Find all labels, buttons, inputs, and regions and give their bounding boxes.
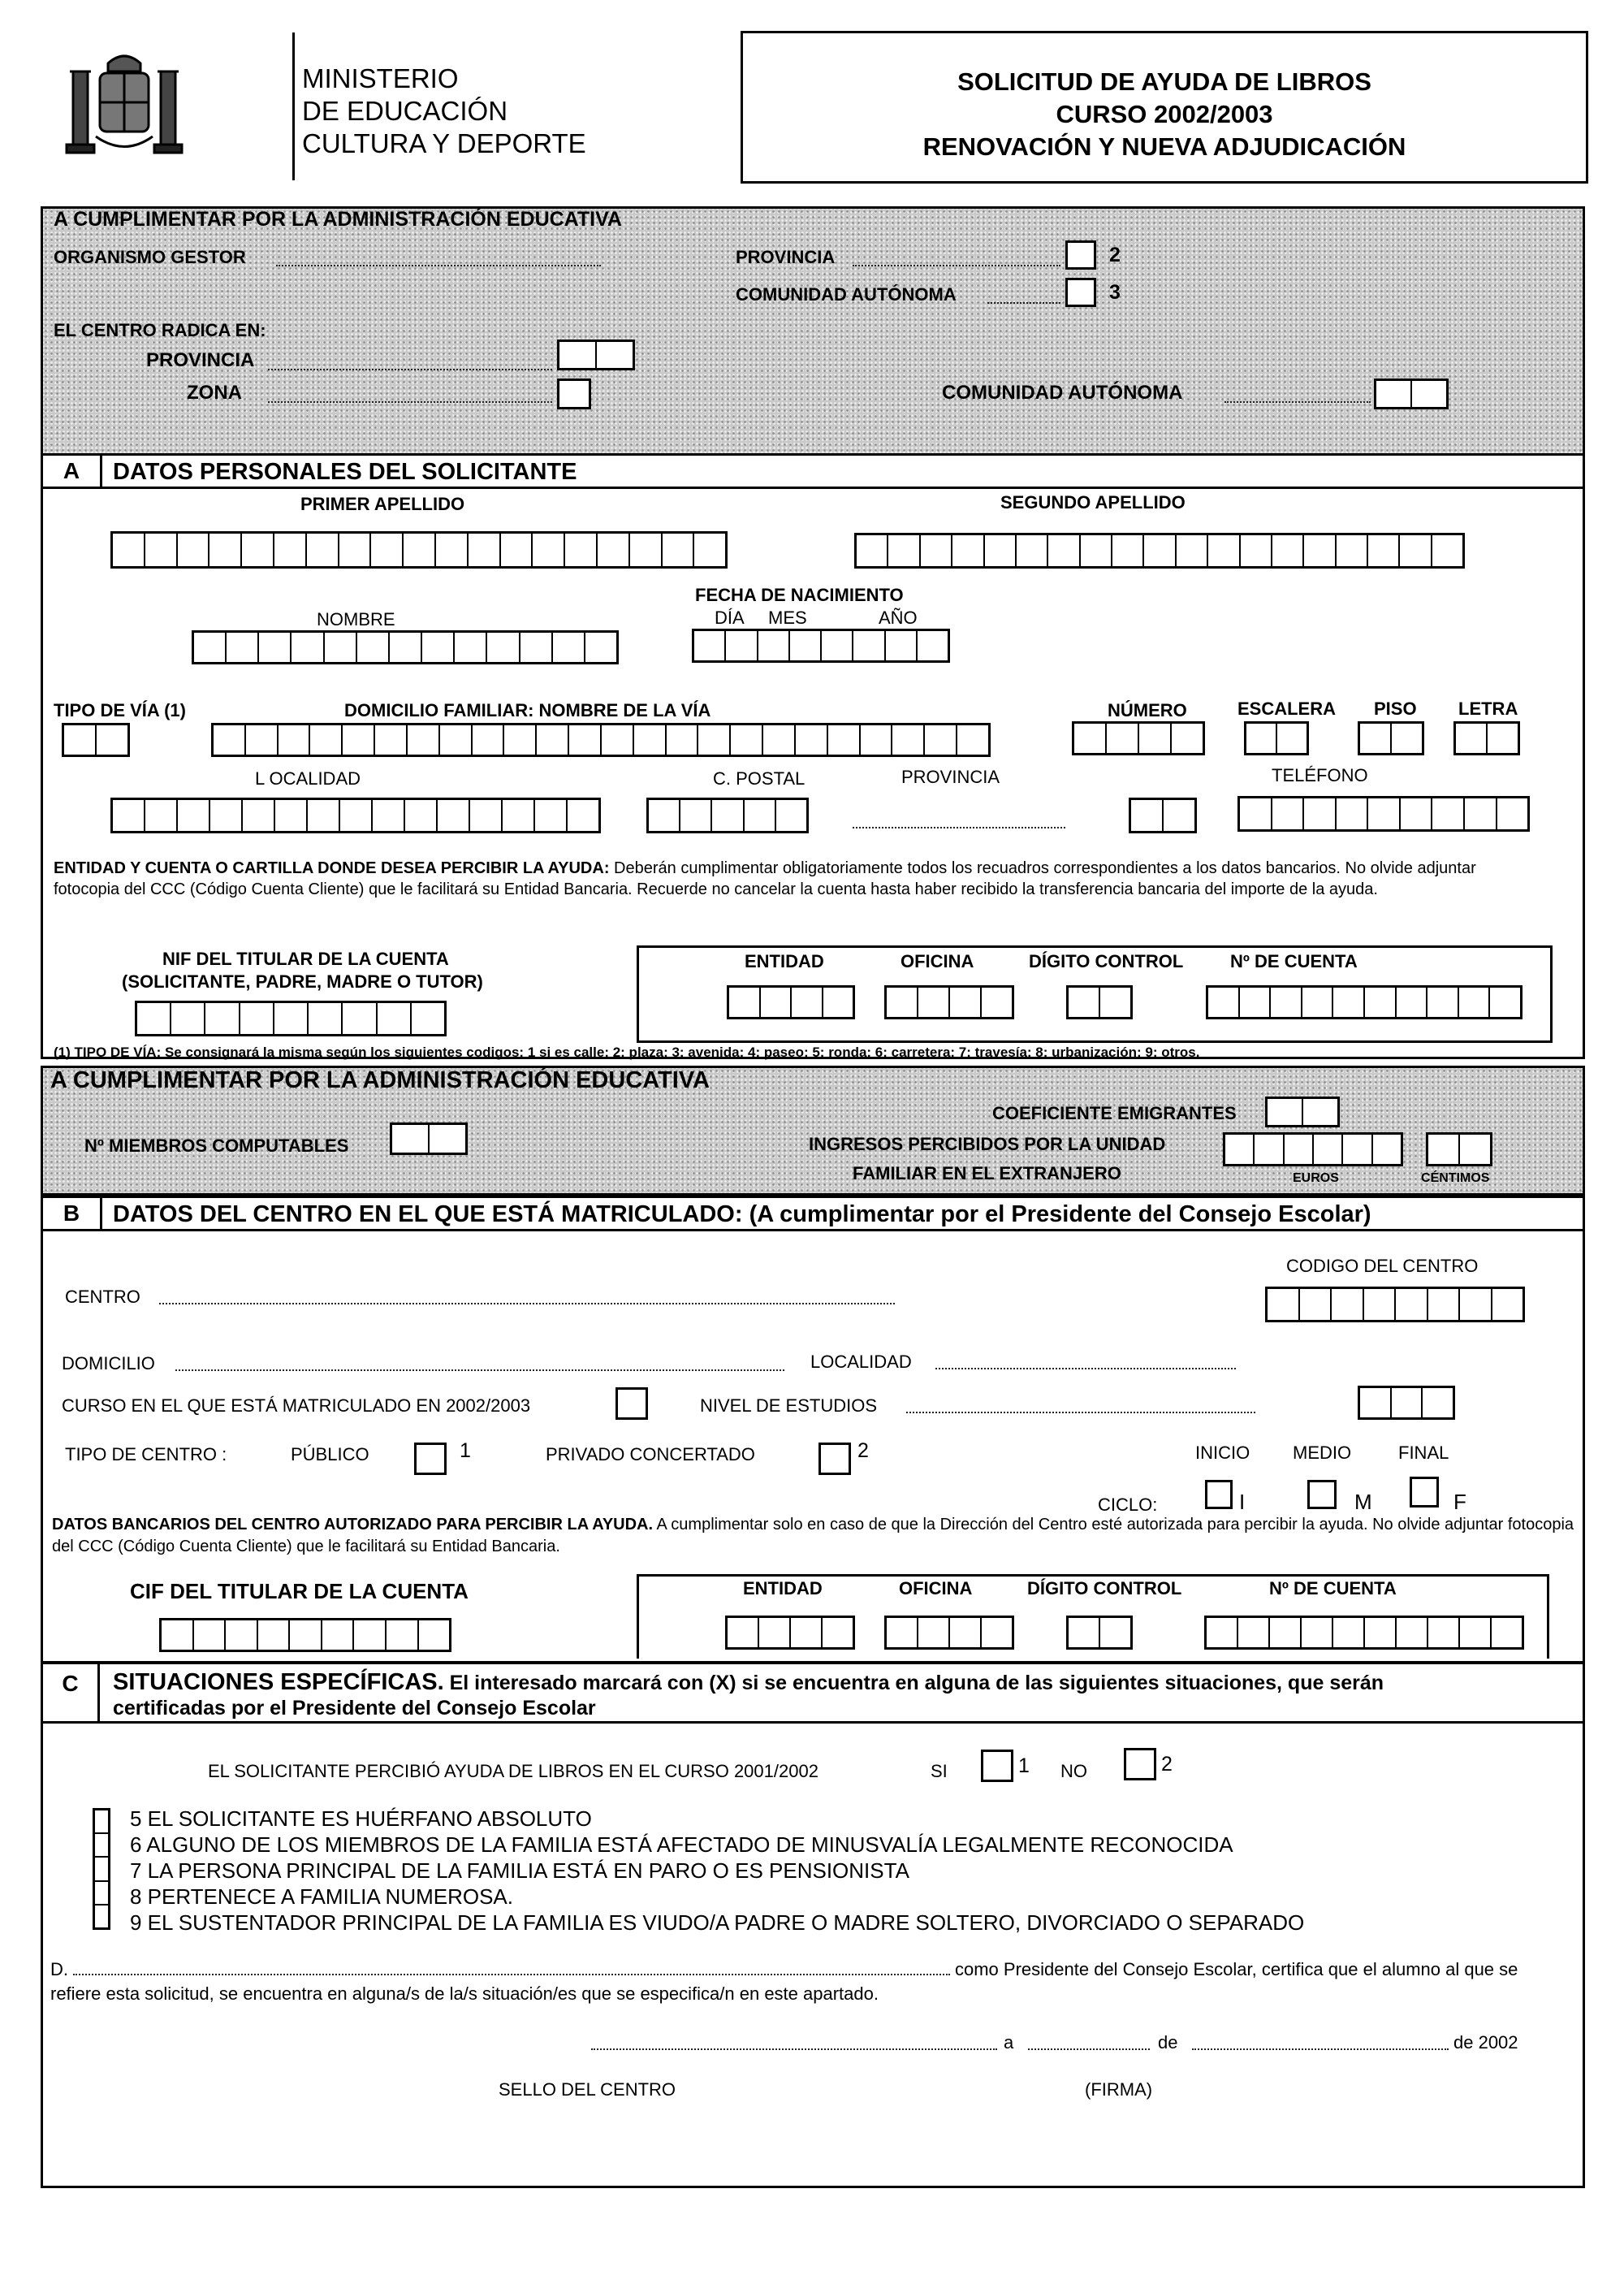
publico-label: PÚBLICO — [291, 1444, 369, 1464]
comunidad2-field[interactable] — [1224, 401, 1371, 403]
bank-oficina-label-b: OFICINA — [899, 1578, 973, 1598]
privado-code: 2 — [857, 1439, 869, 1462]
primer-apellido-input[interactable] — [110, 531, 728, 569]
ministry-line-1: MINISTERIO — [302, 63, 459, 93]
bank-digito-input-a[interactable] — [1066, 985, 1133, 1019]
ingresos-label-2: FAMILIAR EN EL EXTRANJERO — [853, 1163, 1121, 1183]
provincia-field[interactable] — [853, 265, 1060, 266]
ingresos-centimos-input[interactable] — [1426, 1132, 1492, 1166]
numero-label: NÚMERO — [1108, 700, 1187, 720]
nif-input[interactable] — [135, 1001, 447, 1036]
cpostal-label: C. POSTAL — [713, 768, 806, 789]
letra-label: LETRA — [1458, 699, 1518, 719]
final-label: FINAL — [1398, 1443, 1449, 1463]
domicilio-b-label: DOMICILIO — [62, 1353, 155, 1373]
ciclo-label: CICLO: — [1098, 1495, 1158, 1515]
ciclo-i-label: I — [1239, 1490, 1246, 1514]
localidad-b-label: LOCALIDAD — [810, 1352, 912, 1372]
tipo-centro-label: TIPO DE CENTRO : — [65, 1444, 227, 1464]
coat-of-arms-icon — [63, 47, 185, 161]
centimos-label: CÉNTIMOS — [1421, 1171, 1490, 1185]
curso-label: CURSO EN EL QUE ESTÁ MATRICULADO EN 2002/2003 — [62, 1395, 531, 1416]
comunidad-box[interactable] — [1065, 278, 1096, 307]
escalera-label: ESCALERA — [1237, 699, 1337, 719]
footnote-text: Se consignará la misma según los siguientes codigos: 1 si es calle; 2: plaza; 3: avenida; 4: paseo; 5: ronda; 6: carretera; 7: travesía; 8: urbanización; 9: otros. — [164, 1045, 1200, 1060]
numero-input[interactable] — [1072, 721, 1205, 755]
escalera-input[interactable] — [1244, 721, 1309, 755]
letra-input[interactable] — [1453, 721, 1520, 755]
bank-oficina-label-a: OFICINA — [901, 951, 974, 971]
coef-label: COEFICIENTE EMIGRANTES — [992, 1103, 1237, 1123]
bank-digito-label-b: DÍGITO CONTROL — [1027, 1578, 1182, 1598]
ciclo-f-checkbox[interactable] — [1410, 1477, 1439, 1508]
zona-label: ZONA — [187, 382, 242, 404]
admin2-heading: A CUMPLIMENTAR POR LA ADMINISTRACIÓN EDUCATIVA — [50, 1067, 710, 1093]
section-c-title-bold: SITUACIONES ESPECÍFICAS. — [113, 1669, 444, 1695]
presidente-name-field[interactable] — [73, 1974, 950, 1975]
piso-input[interactable] — [1358, 721, 1424, 755]
bank-cuenta-label-a: Nº DE CUENTA — [1230, 951, 1358, 971]
section-b-header — [41, 1196, 1585, 1231]
cif-label: CIF DEL TITULAR DE LA CUENTA — [130, 1579, 469, 1603]
section-b-letter: B — [43, 1198, 102, 1229]
tipo-via-footnote — [54, 1045, 1199, 1061]
entidad-cuenta-text: Deberán cumplimentar obligatoriamente todos los recuadros correspondientes a los datos bancarios. No olvide adjuntar fotocopia del CCC (Código Cuenta Cliente) que le facilitará su Entidad Bancaria. Recuerde no cancelar la cuenta hasta haber recibido la transferencia bancaria del importe de la ayuda. — [54, 859, 1476, 898]
centro-provincia-field[interactable] — [268, 369, 552, 370]
dia-label: DÍA — [715, 608, 745, 628]
situacion-item: 9 EL SUSTENTADOR PRINCIPAL DE LA FAMILIA ES VIUDO/A PADRE O MADRE SOLTERO, DIVORCIADO O SEPARADO — [130, 1910, 1305, 1935]
bank-digito-label-a: DÍGITO CONTROL — [1029, 951, 1184, 971]
date-de-label: de — [1158, 2032, 1178, 2053]
ciclo-m-label: M — [1354, 1490, 1372, 1514]
telefono-input[interactable] — [1237, 796, 1530, 832]
date-month-field[interactable] — [1192, 2048, 1449, 2050]
centro-field[interactable] — [159, 1303, 895, 1304]
miembros-label: Nº MIEMBROS COMPUTABLES — [84, 1136, 349, 1156]
cpostal-input[interactable] — [646, 798, 809, 833]
si-label: SI — [931, 1761, 948, 1781]
ciclo-f-label: F — [1453, 1490, 1466, 1514]
organismo-field[interactable] — [276, 265, 601, 266]
publico-checkbox[interactable] — [414, 1443, 447, 1475]
bancarios-centro-note — [52, 1514, 1579, 1558]
sello-label: SELLO DEL CENTRO — [499, 2079, 676, 2100]
bank-box-b — [637, 1574, 1549, 1659]
zona-box[interactable] — [557, 378, 591, 409]
section-c-body — [41, 1722, 1585, 2188]
fecha-nacimiento-input[interactable] — [692, 629, 950, 663]
localidad-label: L OCALIDAD — [255, 768, 361, 789]
title-line-2: CURSO 2002/2003 — [1056, 100, 1273, 128]
organismo-label: ORGANISMO GESTOR — [54, 247, 246, 267]
codigo-centro-label: CODIGO DEL CENTRO — [1286, 1256, 1479, 1276]
codigo-centro-input[interactable] — [1265, 1287, 1525, 1322]
section-a-title: DATOS PERSONALES DEL SOLICITANTE — [113, 459, 577, 485]
title-box — [741, 31, 1588, 184]
bank-cuenta-label-b: Nº DE CUENTA — [1269, 1578, 1397, 1598]
bank-entidad-label-a: ENTIDAD — [745, 951, 824, 971]
privado-label: PRIVADO CONCERTADO — [546, 1444, 755, 1464]
title-line-3: RENOVACIÓN Y NUEVA ADJUDICACIÓN — [922, 132, 1406, 161]
centro-provincia-cells[interactable] — [557, 340, 635, 370]
anio-label: AÑO — [879, 608, 918, 628]
localidad-b-field[interactable] — [935, 1368, 1236, 1369]
domicilio-input[interactable] — [211, 723, 991, 757]
provincia-a-field[interactable] — [853, 827, 1065, 828]
piso-label: PISO — [1374, 699, 1417, 719]
date-a-label: a — [1004, 2032, 1014, 2053]
mes-label: MES — [768, 608, 807, 628]
nif-label-2: (SOLICITANTE, PADRE, MADRE O TUTOR) — [122, 971, 483, 992]
provincia-a-label: PROVINCIA — [901, 767, 1000, 787]
date-place-field[interactable] — [591, 2048, 997, 2050]
si-checkbox[interactable] — [981, 1750, 1013, 1782]
provincia-label: PROVINCIA — [736, 247, 836, 267]
firma-label: (FIRMA) — [1085, 2079, 1153, 2100]
comunidad-field[interactable] — [987, 302, 1060, 304]
ciclo-i-checkbox[interactable] — [1205, 1480, 1233, 1509]
bank-cuenta-input-b[interactable] — [1204, 1616, 1524, 1650]
ministry-line-3: CULTURA Y DEPORTE — [302, 128, 586, 158]
entidad-cuenta-note — [54, 858, 1530, 900]
nombre-label: NOMBRE — [317, 609, 395, 629]
comunidad2-cells[interactable] — [1374, 378, 1449, 409]
nivel-label: NIVEL DE ESTUDIOS — [700, 1395, 878, 1416]
ingresos-euros-input[interactable] — [1223, 1132, 1403, 1166]
tipo-via-label: TIPO DE VÍA (1) — [54, 700, 186, 720]
si-code: 1 — [1018, 1754, 1030, 1777]
bank-entidad-input-a[interactable] — [727, 985, 855, 1019]
telefono-label: TELÉFONO — [1272, 765, 1368, 785]
domicilio-label: DOMICILIO FAMILIAR: NOMBRE DE LA VÍA — [344, 700, 711, 720]
section-b-title: DATOS DEL CENTRO EN EL QUE ESTÁ MATRICULADO: (A cumplimentar por el Presidente del Consejo Escolar) — [113, 1201, 1371, 1227]
bank-cuenta-input-a[interactable] — [1206, 985, 1522, 1019]
admin-heading: A CUMPLIMENTAR POR LA ADMINISTRACIÓN EDUCATIVA — [54, 208, 622, 231]
bank-oficina-input-a[interactable] — [884, 985, 1014, 1019]
section-c-title-line-2: certificadas por el Presidente del Consejo Escolar — [113, 1697, 596, 1719]
bank-entidad-label-b: ENTIDAD — [743, 1578, 823, 1598]
bancarios-bold: DATOS BANCARIOS DEL CENTRO AUTORIZADO PARA PERCIBIR LA AYUDA. — [52, 1516, 654, 1533]
privado-checkbox[interactable] — [818, 1443, 851, 1475]
euros-label: EUROS — [1293, 1171, 1339, 1185]
section-a-header — [41, 453, 1585, 489]
d-prefix: D. — [50, 1959, 68, 1979]
segundo-apellido-label: SEGUNDO APELLIDO — [1000, 492, 1186, 513]
cert-text-2: refiere esta solicitud, se encuentra en alguna/s de la/s situación/es que se especifica/n en este apartado. — [50, 1983, 879, 2004]
localidad-input[interactable] — [110, 798, 601, 833]
provincia-a-input[interactable] — [1129, 798, 1197, 833]
admin-section-top — [41, 206, 1585, 458]
section-c-letter: C — [43, 1664, 100, 1721]
provincia-box[interactable] — [1065, 240, 1096, 270]
ciclo-m-checkbox[interactable] — [1307, 1480, 1337, 1509]
section-c-title-rest: El interesado marcará con (X) si se encuentra en alguna de las siguientes situaciones, que serán — [443, 1672, 1384, 1694]
situacion-item: 5 EL SOLICITANTE ES HUÉRFANO ABSOLUTO — [130, 1806, 592, 1831]
nivel-input[interactable] — [1358, 1386, 1455, 1420]
comunidad-label: COMUNIDAD AUTÓNOMA — [736, 284, 957, 305]
entidad-cuenta-bold: ENTIDAD Y CUENTA O CARTILLA DONDE DESEA PERCIBIR LA AYUDA: — [54, 859, 610, 877]
no-checkbox[interactable] — [1124, 1748, 1156, 1780]
primer-apellido-label: PRIMER APELLIDO — [300, 494, 465, 514]
date-year-label: de 2002 — [1453, 2032, 1518, 2053]
situaciones-checkboxes[interactable] — [93, 1808, 110, 1930]
date-day-field[interactable] — [1028, 2048, 1150, 2050]
situacion-item: 7 LA PERSONA PRINCIPAL DE LA FAMILIA ESTÁ EN PARO O ES PENSIONISTA — [130, 1858, 909, 1883]
centro-radica-label: EL CENTRO RADICA EN: — [54, 320, 266, 340]
bank-box-a — [637, 945, 1553, 1043]
no-code: 2 — [1161, 1753, 1173, 1776]
footnote-label: (1) TIPO DE VÍA: — [54, 1045, 162, 1060]
medio-label: MEDIO — [1293, 1443, 1352, 1463]
bank-entidad-input-b[interactable] — [725, 1616, 855, 1650]
bank-digito-input-b[interactable] — [1066, 1616, 1133, 1650]
cif-input[interactable] — [159, 1618, 451, 1652]
curso-box[interactable] — [615, 1387, 648, 1420]
bancarios-text: A cumplimentar solo en caso de que la Dirección del Centro esté autorizada para percibir la ayuda. No olvide adjuntar fotocopia del CCC (Código Cuenta Cliente) que le facilitará su Entidad Bancaria. — [52, 1516, 1574, 1555]
ministry-line-2: DE EDUCACIÓN — [302, 96, 508, 126]
miembros-input[interactable] — [390, 1123, 468, 1155]
nombre-input[interactable] — [192, 630, 619, 664]
coef-input[interactable] — [1265, 1097, 1340, 1127]
situacion-item: 8 PERTENECE A FAMILIA NUMEROSA. — [130, 1884, 513, 1909]
comunidad-code: 3 — [1109, 281, 1121, 304]
inicio-label: INICIO — [1195, 1443, 1250, 1463]
provincia-code: 2 — [1109, 244, 1121, 266]
coat-of-arms-logo — [63, 47, 185, 161]
situacion-item: 6 ALGUNO DE LOS MIEMBROS DE LA FAMILIA ESTÁ AFECTADO DE MINUSVALÍA LEGALMENTE RECONOCIDA — [130, 1832, 1233, 1857]
tipo-via-input[interactable] — [62, 723, 130, 757]
section-c-header — [41, 1662, 1585, 1724]
centro-provincia-label: PROVINCIA — [146, 349, 255, 371]
nif-label-1: NIF DEL TITULAR DE LA CUENTA — [162, 949, 449, 969]
zona-field[interactable] — [268, 401, 552, 403]
domicilio-b-field[interactable] — [175, 1369, 784, 1371]
percibio-label: EL SOLICITANTE PERCIBIÓ AYUDA DE LIBROS EN EL CURSO 2001/2002 — [208, 1761, 818, 1781]
header-divider — [292, 32, 295, 180]
segundo-apellido-input[interactable] — [854, 533, 1465, 569]
title-line-1: SOLICITUD DE AYUDA DE LIBROS — [957, 67, 1371, 96]
fecha-nacimiento-label: FECHA DE NACIMIENTO — [695, 585, 904, 605]
nivel-field[interactable] — [906, 1412, 1255, 1413]
bank-oficina-input-b[interactable] — [884, 1616, 1014, 1650]
ingresos-label-1: INGRESOS PERCIBIDOS POR LA UNIDAD — [809, 1134, 1166, 1154]
comunidad2-label: COMUNIDAD AUTÓNOMA — [942, 382, 1183, 404]
section-a-letter: A — [43, 456, 102, 487]
section-c-title-line-1 — [113, 1669, 1384, 1696]
publico-code: 1 — [460, 1439, 471, 1462]
centro-label: CENTRO — [65, 1287, 140, 1307]
cert-text-1: como Presidente del Consejo Escolar, certifica que el alumno al que se — [955, 1959, 1518, 1979]
no-label: NO — [1060, 1761, 1087, 1781]
